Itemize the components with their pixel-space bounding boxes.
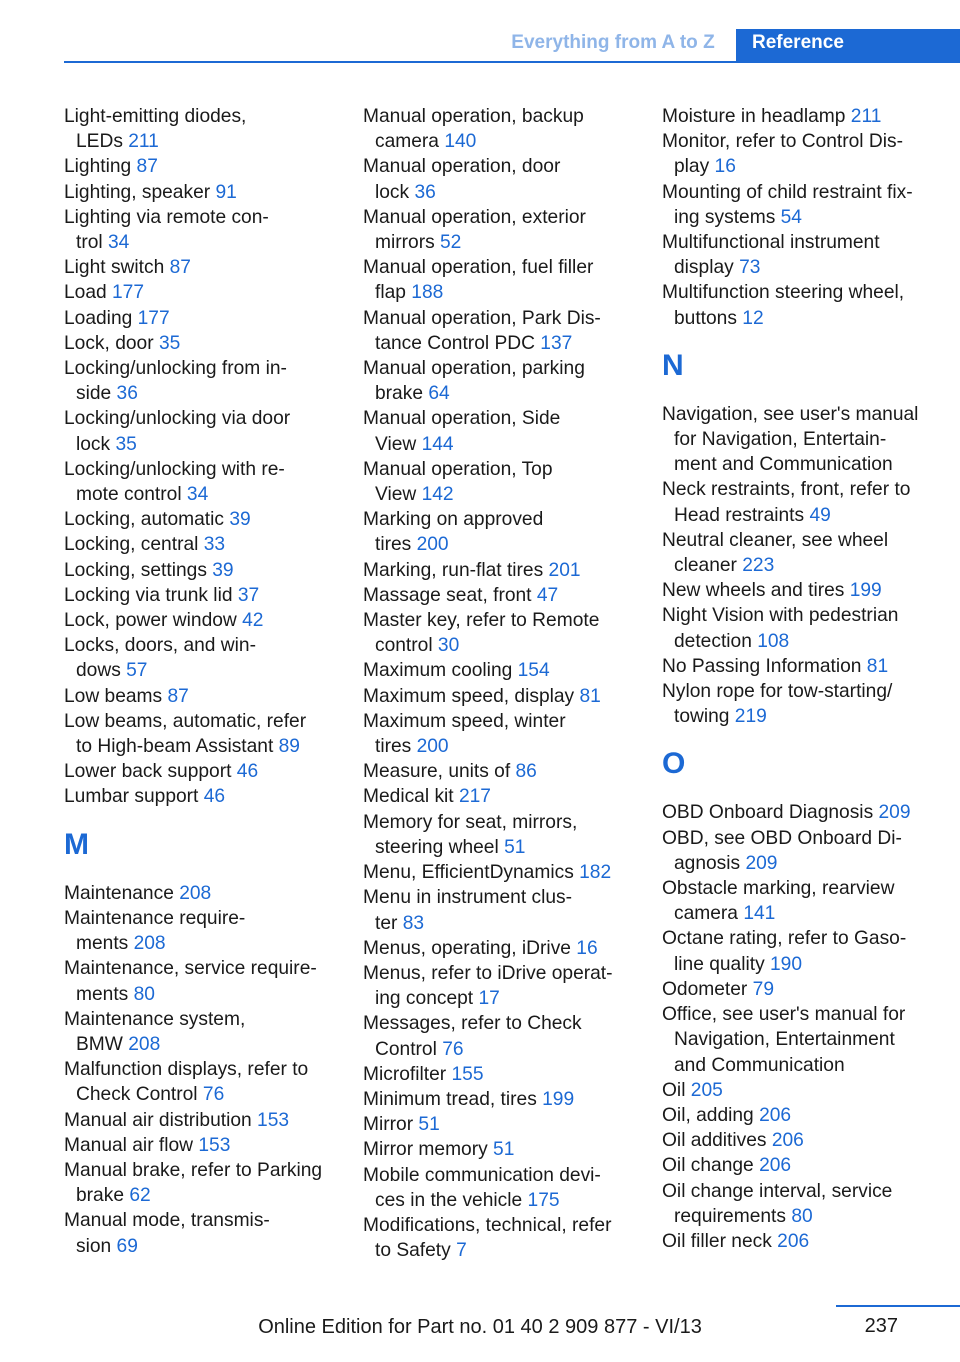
index-entry: [363, 306, 648, 356]
index-entry-term: Memory for seat, mirrors, steering wheel: [363, 811, 578, 858]
index-entry-term: OBD Onboard Diagnosis: [662, 802, 879, 824]
index-page-link[interactable]: 16: [576, 937, 598, 959]
index-entry: [662, 578, 952, 603]
index-entry-term: Messages, refer to Check Control: [363, 1013, 582, 1060]
index-page-link[interactable]: 141: [743, 903, 776, 925]
index-entry-term: Locking/unlocking with re- mote control: [64, 458, 285, 506]
index-page-link[interactable]: 47: [536, 584, 559, 606]
index-page-link[interactable]: 201: [548, 559, 581, 581]
index-page-link[interactable]: 87: [136, 156, 158, 178]
index-entry-term: Maintenance, service require- ments: [64, 958, 317, 1005]
index-entry: [363, 1011, 648, 1061]
index-page-link[interactable]: 80: [133, 983, 155, 1005]
index-page-link[interactable]: 153: [257, 1109, 290, 1131]
index-page-link[interactable]: 206: [759, 1155, 792, 1177]
index-entry: [64, 1007, 349, 1057]
index-page-link[interactable]: 54: [780, 206, 802, 228]
index-entry-term: Maintenance require- ments: [64, 907, 246, 955]
header-divider: [64, 61, 960, 63]
index-entry-term: Oil: [662, 1079, 691, 1101]
index-page-link[interactable]: 46: [236, 761, 259, 783]
index-entry-term: Manual air flow: [64, 1134, 199, 1156]
index-entry: [64, 1057, 349, 1107]
index-entry: [662, 230, 952, 280]
index-entry-term: Lighting via remote con- trol: [64, 206, 269, 254]
index-entry: [662, 280, 952, 330]
index-entry: [662, 1002, 952, 1078]
index-entry: [64, 784, 349, 809]
index-page-link[interactable]: 39: [212, 559, 234, 581]
index-page-link[interactable]: 81: [579, 685, 601, 707]
index-entry: [363, 784, 648, 809]
index-entry: [64, 280, 349, 305]
index-entry: [662, 1078, 952, 1103]
index-page-link[interactable]: 177: [112, 282, 145, 304]
index-entry: [363, 406, 648, 456]
index-entry: [64, 532, 349, 557]
index-entry-term: Light-emitting diodes, LEDs: [64, 106, 247, 153]
index-entry-term: Office, see user's manual for Navigation, Entertainment and Communication: [662, 1004, 906, 1076]
index-entry: [64, 154, 349, 179]
index-entry-term: Locks, doors, and win- dows: [64, 635, 256, 682]
index-page-link[interactable]: 199: [849, 580, 882, 602]
index-entry: [363, 759, 648, 784]
index-entry-term: Manual operation, Side View: [363, 408, 561, 455]
index-page-link[interactable]: 142: [421, 484, 454, 506]
index-page-link[interactable]: 76: [442, 1038, 464, 1060]
index-entry: [64, 306, 349, 331]
index-page-link[interactable]: 80: [791, 1205, 813, 1227]
index-entry-term: Loading: [64, 307, 138, 329]
index-entry-term: Maximum speed, winter tires: [363, 710, 566, 758]
index-entry: [363, 608, 648, 658]
index-entry-term: Monitor, refer to Control Dis- play: [662, 131, 903, 178]
index-entry: [662, 1229, 952, 1254]
index-entry-term: Measure, units of: [363, 761, 516, 783]
index-page-link[interactable]: 62: [129, 1185, 151, 1207]
index-page-link[interactable]: 223: [742, 555, 775, 577]
index-entry: [363, 885, 648, 935]
index-entry: [363, 356, 648, 406]
index-entry-term: Mirror memory: [363, 1139, 494, 1161]
index-entry-term: Night Vision with pedestrian detection: [662, 605, 899, 652]
index-entry-term: Octane rating, refer to Gaso- line quality: [662, 928, 907, 975]
index-page-link[interactable]: 175: [527, 1189, 560, 1211]
index-page-link[interactable]: 35: [115, 433, 137, 455]
index-entry: [64, 583, 349, 608]
index-entry: [64, 608, 349, 633]
index-entry-term: Moisture in headlamp: [662, 106, 851, 127]
index-page-link[interactable]: 219: [734, 706, 767, 728]
index-column-2: [363, 104, 648, 1263]
index-page-link[interactable]: 49: [809, 504, 831, 526]
index-entry-term: Locking, automatic: [64, 509, 230, 531]
index-entry: [363, 709, 648, 759]
index-page-link[interactable]: 209: [878, 802, 911, 824]
index-entry: [64, 684, 349, 709]
index-page-link[interactable]: 35: [158, 332, 181, 354]
index-entry: [64, 881, 349, 906]
index-entry-term: Manual operation, door lock: [363, 156, 561, 203]
index-entry: [662, 129, 952, 179]
index-entry: [64, 356, 349, 406]
index-entry: [363, 810, 648, 860]
index-page-link[interactable]: 144: [421, 433, 454, 455]
index-entry: [64, 1158, 349, 1208]
index-entry-term: Microfilter: [363, 1063, 452, 1085]
index-page-link[interactable]: 208: [128, 1033, 161, 1055]
index-entry: [662, 528, 952, 578]
index-entry: [64, 457, 349, 507]
index-entry-term: Menu, EfficientDynamics: [363, 862, 580, 884]
index-page-link[interactable]: 140: [444, 131, 477, 153]
index-page-link[interactable]: 73: [739, 257, 761, 279]
index-page-link[interactable]: 42: [242, 610, 264, 632]
edition-note: Online Edition for Part no. 01 40 2 909 877 - VI/13: [258, 1316, 702, 1338]
index-letter-heading: M: [64, 827, 89, 861]
index-entry-term: Modifications, technical, refer to Safety: [363, 1214, 612, 1262]
index-page-link[interactable]: 33: [203, 534, 226, 556]
footer-divider: [836, 1305, 960, 1307]
index-entry-term: Maximum speed, display: [363, 685, 580, 707]
index-entry: [662, 1153, 952, 1178]
index-entry-term: Lumbar support: [64, 786, 204, 808]
index-entry: [64, 104, 349, 154]
index-entry-term: Locking, central: [64, 534, 204, 556]
index-page-link[interactable]: 190: [770, 953, 803, 975]
index-entry: [662, 104, 952, 129]
index-page-link[interactable]: 200: [416, 534, 449, 556]
index-entry-term: Lighting, speaker: [64, 181, 216, 203]
index-entry: [662, 603, 952, 653]
index-page-link[interactable]: 69: [116, 1235, 138, 1257]
index-page-link[interactable]: 200: [416, 736, 449, 758]
index-letter-heading: N: [662, 348, 684, 382]
index-entry-term: Mounting of child restraint fix- ing systems: [662, 181, 913, 228]
index-entry-term: Manual air distribution: [64, 1109, 258, 1131]
index-entry-term: Lock, door: [64, 332, 159, 354]
index-entry-term: Mobile communication devi- ces in the vehicle: [363, 1164, 601, 1211]
index-page-link[interactable]: 39: [229, 509, 251, 531]
index-page-link[interactable]: 30: [437, 635, 460, 657]
index-entry-term: Lighting: [64, 156, 137, 178]
index-entry: [662, 679, 952, 729]
index-entry-term: Low beams: [64, 685, 168, 707]
index-entry: [363, 255, 648, 305]
index-page-link[interactable]: 205: [690, 1079, 723, 1101]
index-page-link[interactable]: 46: [203, 786, 226, 808]
index-entry: [662, 654, 952, 679]
index-entry: [363, 104, 648, 154]
index-entry-term: No Passing Information: [662, 655, 867, 677]
index-entry: [662, 402, 952, 478]
index-entry: [363, 1213, 648, 1263]
index-entry: [662, 180, 952, 230]
index-page-link[interactable]: 64: [428, 383, 450, 405]
index-entry-term: Lock, power window: [64, 610, 243, 632]
index-page-link[interactable]: 17: [478, 988, 500, 1010]
index-entry-term: Obstacle marking, rearview camera: [662, 878, 895, 925]
index-entry: [662, 977, 952, 1002]
index-entry-term: Neck restraints, front, refer to Head restraints: [662, 479, 911, 526]
index-page-link[interactable]: 209: [745, 852, 778, 874]
index-entry-term: Malfunction displays, refer to Check Control: [64, 1059, 309, 1106]
index-page-link[interactable]: 81: [866, 655, 889, 677]
index-entry: [662, 800, 952, 825]
index-entry: [64, 759, 349, 784]
index-entry-term: New wheels and tires: [662, 580, 850, 602]
index-page-link[interactable]: 16: [714, 156, 736, 178]
index-entry: [363, 1163, 648, 1213]
index-page-link[interactable]: 211: [850, 106, 882, 127]
index-page-link[interactable]: 137: [540, 332, 573, 354]
index-entry: [363, 684, 648, 709]
index-entry: [64, 1208, 349, 1258]
index-entry-term: Light switch: [64, 257, 170, 279]
index-page-link[interactable]: 217: [458, 786, 491, 808]
index-entry-term: Manual operation, Park Dis- tance Control PDC: [363, 307, 601, 354]
index-page-link[interactable]: 86: [515, 761, 537, 783]
index-page-link[interactable]: 108: [757, 630, 790, 652]
index-entry: [662, 1103, 952, 1128]
index-entry: [64, 255, 349, 280]
index-entry: [363, 457, 648, 507]
index-entry: [662, 926, 952, 976]
index-entry-term: Marking, run-flat tires: [363, 559, 549, 581]
index-page-link[interactable]: 188: [411, 282, 444, 304]
index-entry: [64, 1133, 349, 1158]
index-page-link[interactable]: 182: [579, 862, 612, 884]
index-entry: [363, 507, 648, 557]
index-column-1: [64, 104, 349, 1259]
index-entry-term: Multifunctional instrument display: [662, 232, 880, 279]
index-entry: [662, 876, 952, 926]
index-page-link[interactable]: 87: [169, 257, 191, 279]
index-page-link[interactable]: 36: [414, 181, 436, 203]
index-entry: [363, 936, 648, 961]
index-entry: [363, 860, 648, 885]
index-entry-term: Load: [64, 282, 113, 304]
index-page-link[interactable]: 51: [418, 1114, 440, 1136]
index-entry: [64, 906, 349, 956]
index-entry: [363, 658, 648, 683]
index-entry-term: Maximum cooling: [363, 660, 518, 682]
index-entry-term: Navigation, see user's manual for Navigation, Entertain- ment and Communication: [662, 403, 919, 476]
index-entry: [363, 154, 648, 204]
index-entry-term: Maintenance system, BMW: [64, 1008, 246, 1055]
index-entry: [64, 406, 349, 456]
index-entry-term: Low beams, automatic, refer to High-beam Assistant: [64, 710, 307, 758]
index-page-link[interactable]: 87: [167, 685, 189, 707]
index-entry-term: Neutral cleaner, see wheel cleaner: [662, 529, 889, 577]
index-page-link[interactable]: 206: [771, 1130, 804, 1152]
index-page-link[interactable]: 76: [202, 1084, 225, 1106]
index-entry: [64, 956, 349, 1006]
index-letter-heading: O: [662, 747, 686, 781]
index-page-link[interactable]: 155: [451, 1063, 484, 1085]
index-page-link[interactable]: 52: [440, 232, 462, 254]
index-entry: [64, 558, 349, 583]
index-column-3: [662, 104, 952, 1254]
index-entry: [363, 558, 648, 583]
index-page-link[interactable]: 51: [493, 1139, 515, 1161]
index-entry-term: Oil change: [662, 1155, 760, 1177]
index-entry-term: Oil change interval, service requirements: [662, 1180, 893, 1227]
index-entry: [64, 633, 349, 683]
index-entry-term: Massage seat, front: [363, 584, 537, 606]
index-entry: [64, 205, 349, 255]
index-page-link[interactable]: 153: [198, 1134, 231, 1156]
index-entry: [64, 507, 349, 532]
index-page-link[interactable]: 36: [116, 383, 138, 405]
index-page-link[interactable]: 83: [402, 912, 425, 934]
index-entry-term: Odometer: [662, 978, 753, 1000]
index-entry: [363, 583, 648, 608]
index-entry-term: Locking/unlocking via door lock: [64, 408, 291, 455]
index-entry-term: OBD, see OBD Onboard Di- agnosis: [662, 827, 902, 874]
index-page-link[interactable]: 177: [137, 307, 170, 329]
index-page-link[interactable]: 51: [504, 836, 526, 858]
index-entry: [363, 961, 648, 1011]
index-page-link[interactable]: 57: [126, 660, 148, 682]
index-page-link[interactable]: 79: [752, 978, 774, 1000]
index-entry-term: Manual operation, parking brake: [363, 358, 585, 405]
index-page-link[interactable]: 34: [186, 484, 209, 506]
index-page-link[interactable]: 208: [133, 933, 166, 955]
index-entry: [662, 1128, 952, 1153]
index-entry-term: Menus, refer to iDrive operat- ing concept: [363, 962, 613, 1010]
index-entry-term: Locking via trunk lid: [64, 584, 238, 606]
index-entry-term: Oil filler neck: [662, 1230, 778, 1252]
index-page-link[interactable]: 7: [456, 1240, 467, 1262]
index-page-link[interactable]: 206: [759, 1104, 792, 1126]
index-entry-term: Locking, settings: [64, 559, 213, 581]
index-entry: [363, 1137, 648, 1162]
index-entry-term: Oil, adding: [662, 1104, 760, 1126]
index-entry: [662, 477, 952, 527]
index-entry: [64, 1108, 349, 1133]
index-entry: [363, 1087, 648, 1112]
index-entry-term: Marking on approved tires: [363, 509, 544, 556]
header-chapter-tab: Reference: [736, 29, 960, 61]
index-page-link[interactable]: 199: [542, 1088, 575, 1110]
index-entry-term: Manual brake, refer to Parking brake: [64, 1159, 323, 1207]
index-entry-term: Manual operation, Top View: [363, 458, 553, 506]
index-entry: [363, 205, 648, 255]
index-entry-term: Multifunction steering wheel, buttons: [662, 282, 905, 329]
index-entry-term: Medical kit: [363, 786, 459, 808]
index-page-link[interactable]: 89: [278, 736, 300, 758]
page-number: 237: [864, 1315, 898, 1337]
index-entry-term: Manual mode, transmis- sion: [64, 1210, 270, 1257]
index-entry-term: Mirror: [363, 1114, 419, 1136]
index-entry: [662, 826, 952, 876]
index-entry: [64, 709, 349, 759]
index-entry-term: Menu in instrument clus- ter: [363, 887, 573, 934]
index-entry-term: Master key, refer to Remote control: [363, 610, 600, 657]
index-entry: [662, 1179, 952, 1229]
index-entry-term: Manual operation, backup camera: [363, 106, 584, 153]
index-page-link[interactable]: 37: [237, 584, 260, 606]
index-page-link[interactable]: 206: [777, 1230, 810, 1252]
index-entry: [64, 331, 349, 356]
index-entry: [363, 1062, 648, 1087]
index-entry-term: Manual operation, fuel filler flap: [363, 257, 594, 304]
index-entry-term: Menus, operating, iDrive: [363, 937, 577, 959]
index-page-link[interactable]: 211: [128, 131, 159, 153]
index-page-link[interactable]: 12: [742, 307, 764, 329]
index-entry-term: Locking/unlocking from in- side: [64, 358, 287, 405]
index-entry-term: Oil additives: [662, 1130, 772, 1152]
index-entry-term: Manual operation, exterior mirrors: [363, 206, 586, 254]
index-entry-term: Maintenance: [64, 882, 180, 904]
index-entry-term: Nylon rope for tow-starting/ towing: [662, 681, 893, 728]
index-entry: [64, 180, 349, 205]
header-section-title: Everything from A to Z: [490, 29, 736, 61]
index-entry: [363, 1112, 648, 1137]
index-page-link[interactable]: 34: [108, 232, 130, 254]
index-entry-term: Minimum tread, tires: [363, 1088, 543, 1110]
index-page-link[interactable]: 91: [215, 181, 237, 203]
index-entry-term: Lower back support: [64, 761, 237, 783]
index-page-link[interactable]: 208: [179, 882, 212, 904]
index-page-link[interactable]: 154: [517, 660, 550, 682]
